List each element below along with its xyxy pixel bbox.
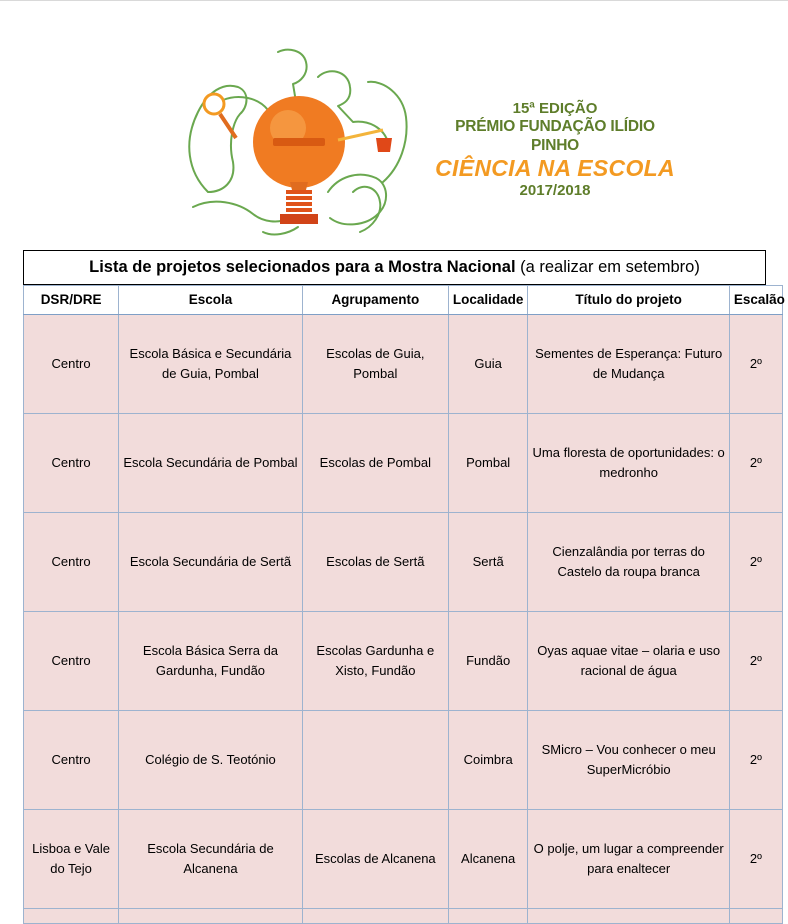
cell-localidade: Sertã: [448, 513, 528, 612]
col-header-titulo: Título do projeto: [528, 286, 729, 315]
cell-agrupamento: Escolas de Alcanena: [302, 810, 448, 909]
cell-dsr: Centro: [24, 513, 119, 612]
cell-dsr: Lisboa e Vale do Tejo: [24, 810, 119, 909]
cell-dsr: Centro: [24, 414, 119, 513]
cell-escola: Escola Básica Serra da Gardunha, Fundão: [119, 612, 303, 711]
col-header-agrupamento: Agrupamento: [302, 286, 448, 315]
cell-titulo: Uma floresta de oportunidades: o medronho: [528, 414, 729, 513]
cell-escalao: 2º: [729, 315, 782, 414]
contest-heading: [430, 100, 680, 200]
cell-localidade: Alcanena: [448, 810, 528, 909]
cell-titulo: Cienzalândia por terras do Castelo da roupa branca: [528, 513, 729, 612]
cell-escalao: 2º: [729, 414, 782, 513]
ciencia-na-escola-logo: [178, 42, 420, 242]
cell-escalao: 2º: [729, 810, 782, 909]
prize-name: PRÉMIO FUNDAÇÃO ILÍDIO PINHO: [455, 118, 655, 154]
program-name: CIÊNCIA NA ESCOLA: [435, 155, 675, 181]
cell-localidade: Fundão: [448, 612, 528, 711]
cell-agrupamento: Escolas de Pombal: [302, 414, 448, 513]
table-row: [24, 810, 783, 909]
cell-localidade: Pombal: [448, 414, 528, 513]
header-row: [24, 286, 783, 315]
cell-escalao: 2º: [729, 612, 782, 711]
cell-localidade: Guia: [448, 315, 528, 414]
cell-escola: Escola Básica e Secundária de Guia, Pombal: [119, 315, 303, 414]
cell-escola: Escola Secundária de Sertã: [119, 513, 303, 612]
cell-titulo: SMicro – Vou conhecer o meu SuperMicróbio: [528, 711, 729, 810]
table-title: [23, 250, 766, 285]
table-row: [24, 414, 783, 513]
table-title-rest: (a realizar em setembro): [520, 258, 700, 276]
cell-escola: Colégio de S. Teotónio: [119, 711, 303, 810]
top-divider: [0, 0, 788, 1]
cell-agrupamento: [302, 711, 448, 810]
cell-escola: Escola Secundária de Alcanena: [119, 810, 303, 909]
cell-escola: Escola Secundária de Pombal: [119, 414, 303, 513]
table-title-bold: Lista de projetos selecionados para a Mostra Nacional: [89, 258, 516, 276]
cell-agrupamento: Escolas Gardunha e Xisto, Fundão: [302, 612, 448, 711]
col-header-dsr: DSR/DRE: [24, 286, 119, 315]
cell-titulo: Oyas aquae vitae – olaria e uso racional de água: [528, 612, 729, 711]
cell-escalao: 2º: [729, 513, 782, 612]
edition-label: 15ª EDIÇÃO: [512, 100, 598, 117]
cell-agrupamento: Escolas de Guia, Pombal: [302, 315, 448, 414]
year-label: 2017/2018: [519, 182, 591, 199]
cell-agrupamento: Escolas de Sertã: [302, 513, 448, 612]
cell-localidade: Coimbra: [448, 711, 528, 810]
cell-dsr: Centro: [24, 711, 119, 810]
col-header-escalao: Escalão: [729, 286, 782, 315]
col-header-localidade: Localidade: [448, 286, 528, 315]
col-header-escola: Escola: [119, 286, 303, 315]
table-row: [24, 513, 783, 612]
projects-grid: [23, 285, 783, 924]
cell-escalao: 2º: [729, 711, 782, 810]
table-row: [24, 315, 783, 414]
cell-titulo: O polje, um lugar a compreender para enaltecer: [528, 810, 729, 909]
cell-dsr: Centro: [24, 315, 119, 414]
table-row: [24, 612, 783, 711]
cell-dsr: Centro: [24, 612, 119, 711]
table-row-partial: [24, 909, 783, 924]
cell-titulo: Sementes de Esperança: Futuro de Mudança: [528, 315, 729, 414]
table-row: [24, 711, 783, 810]
